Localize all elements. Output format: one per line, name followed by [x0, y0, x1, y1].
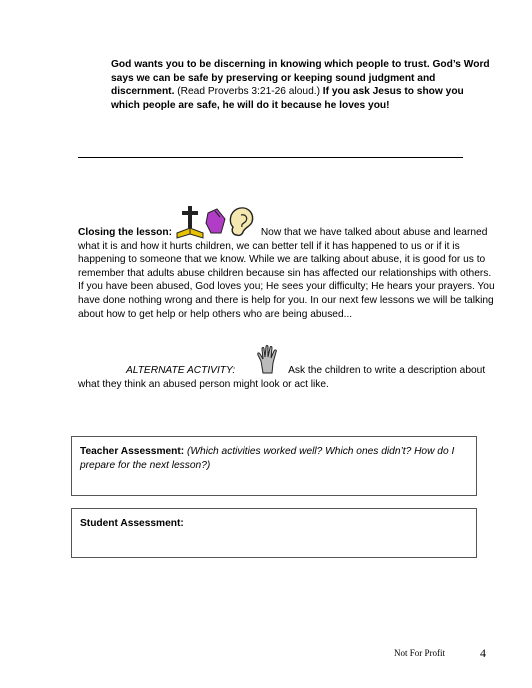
student-assessment-box[interactable] — [71, 508, 477, 558]
teacher-assessment-box[interactable] — [71, 436, 477, 496]
alternate-activity-label: ALTERNATE ACTIVITY: — [126, 365, 236, 376]
teacher-assessment-prompt: (Which activities worked well? Which ones didn’t? How do I prepare for the next lesson?) — [80, 446, 455, 471]
intro-bold-text: God wants you to be discerning in knowing which people to trust. God’s Word says we can be safe by preserving or keeping sound judgment and discernment. — [111, 59, 490, 98]
raised-hand-icon — [256, 345, 282, 375]
open-bible-icon — [177, 228, 203, 238]
closing-body-text: Now that we have talked about abuse and learned what it is and how it hurts children, we can better tell if it has happened to us or if it is happening to someone that we know. While we are talking about abuse, it is good for us to remember that adults abuse children because sin has affected our relationships with others. If you have been abused, God loves you; He sees your difficulty; He hears your prayers. You have done nothing wrong and there is help for you. In our next few lessons we will be talking about how to get help or help others who are being abused... — [78, 227, 495, 320]
closing-heading: Closing the lesson: — [78, 227, 172, 238]
student-assessment-label: Student Assessment: — [80, 518, 184, 529]
teacher-assessment-label: Teacher Assessment: — [80, 446, 185, 457]
page-number: 4 — [480, 646, 486, 660]
ear-icon — [230, 208, 252, 235]
intro-paragraph — [111, 58, 491, 112]
closing-paragraph — [78, 205, 498, 321]
alternate-activity-text: Ask the children to write a description about what they think an abused person might look or act like. — [78, 365, 486, 390]
horizontal-rule — [78, 157, 463, 158]
lesson-icons — [175, 205, 261, 239]
alternate-activity-paragraph — [78, 345, 498, 391]
praying-hands-icon — [206, 209, 225, 233]
intro-promise-text: If you ask Jesus to show you which people are safe, he will do it because he loves you! — [111, 86, 464, 111]
cross-icon — [182, 206, 198, 228]
footer-note: Not For Profit — [394, 648, 446, 658]
intro-reference-text: (Read Proverbs 3:21-26 aloud.) — [174, 86, 323, 98]
